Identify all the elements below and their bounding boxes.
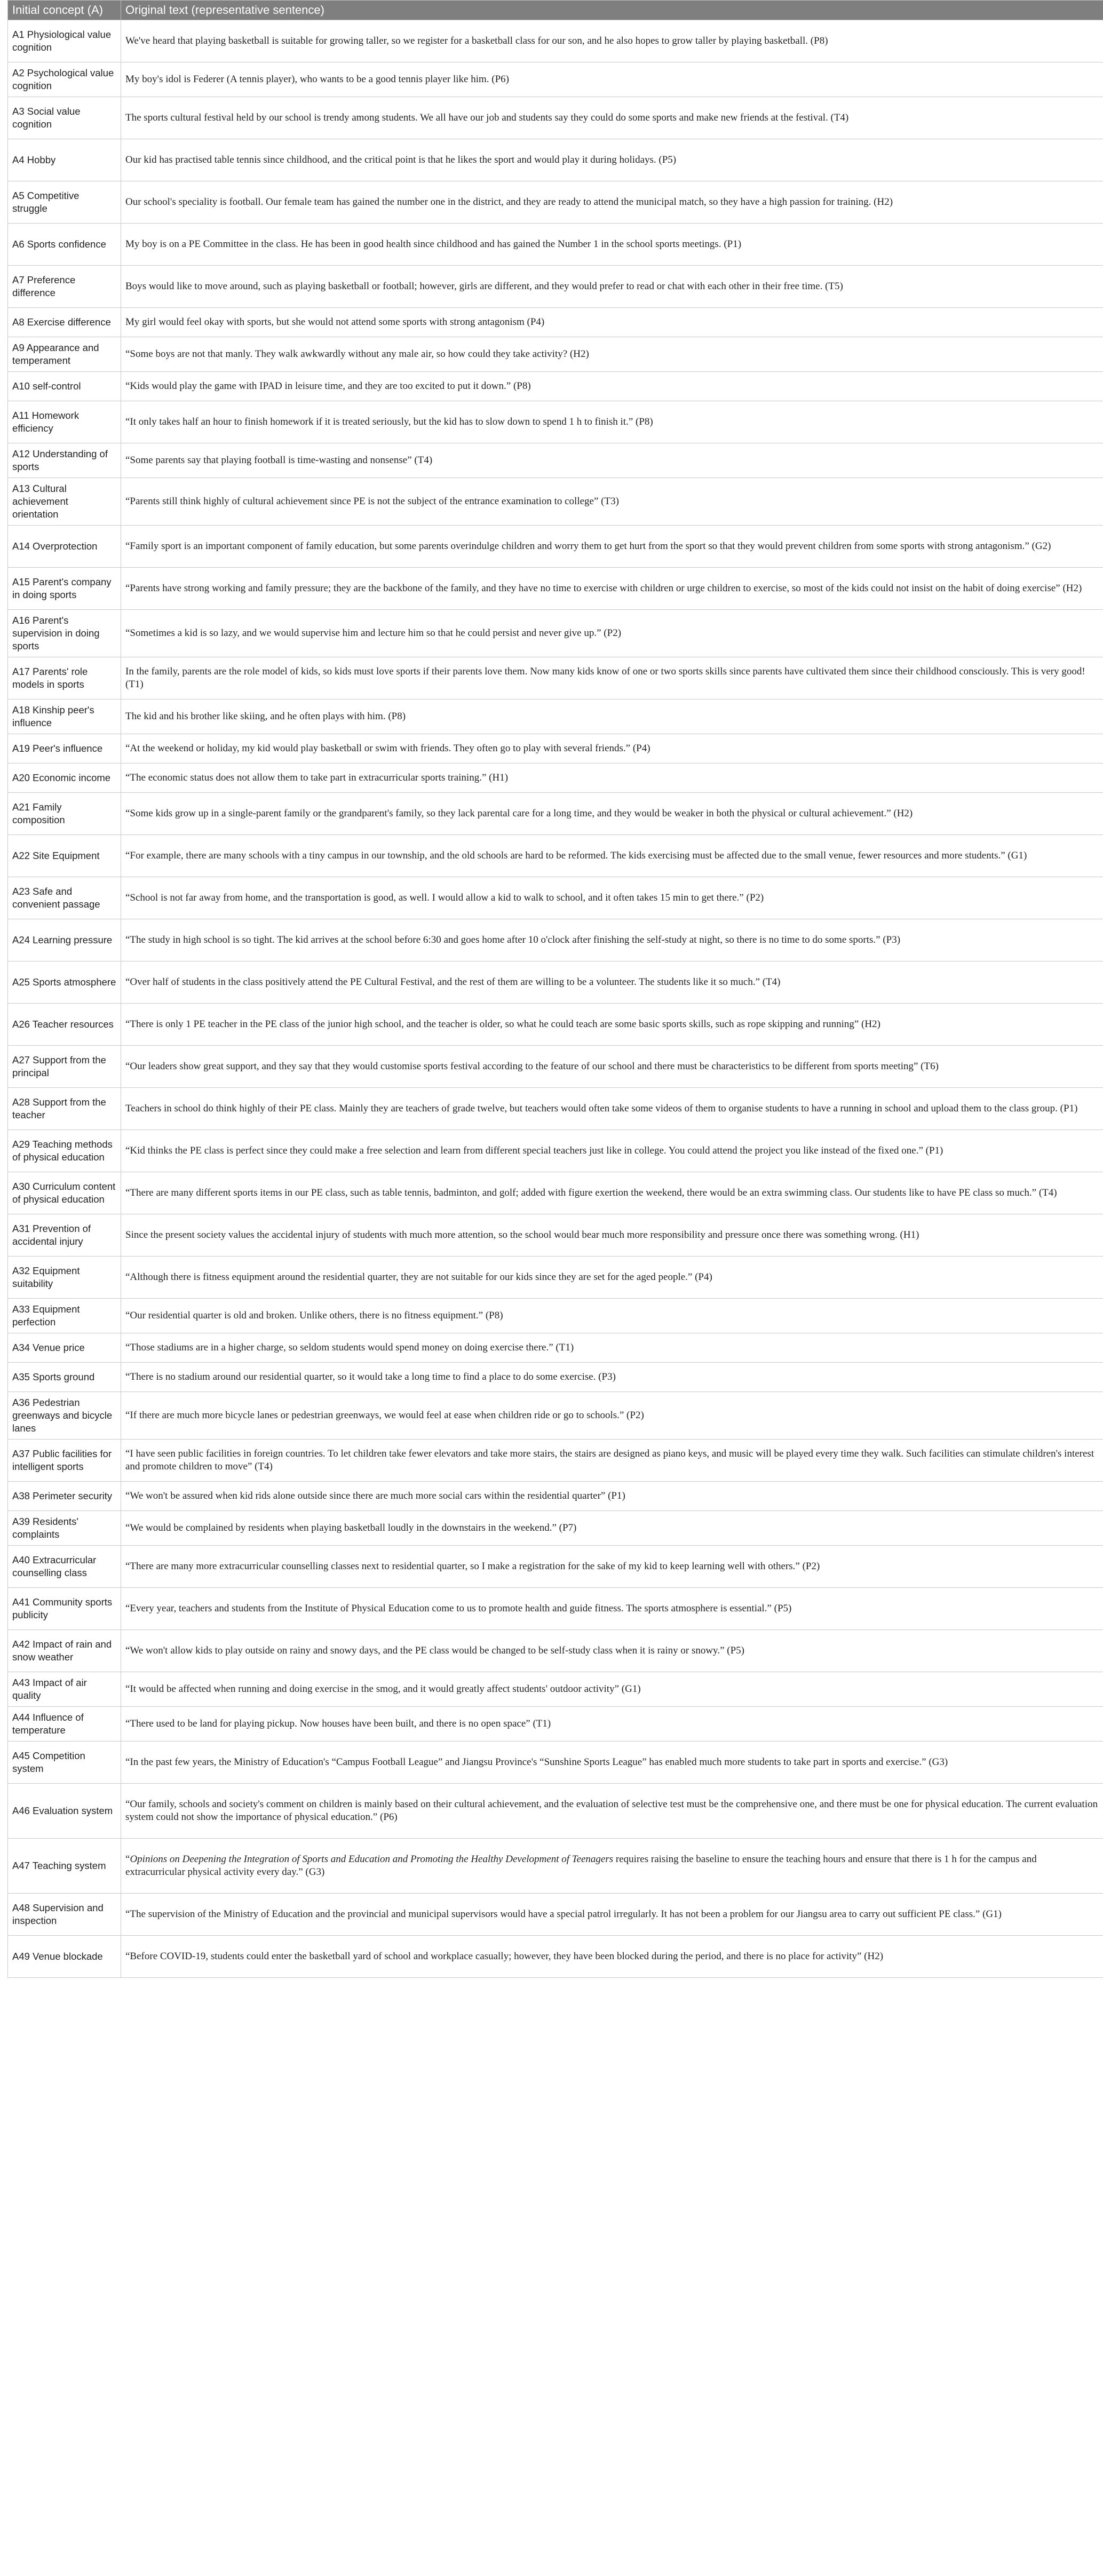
table-row	[8, 62, 1103, 97]
table-row	[8, 1088, 1103, 1130]
table-row	[8, 1172, 1103, 1214]
original-text-cell: “Our leaders show great support, and they say that they would customise sports festival according to the feature of our school and there must be characteristics to be different from sports meeting” (T6)	[121, 1046, 1103, 1088]
original-text-cell: “The supervision of the Ministry of Education and the provincial and municipal supervisors would have a special patrol irregularly. It has not been a problem for our Jiangsu area to carry out sufficient PE class.” (G1)	[121, 1894, 1103, 1936]
table-row	[8, 401, 1103, 443]
concept-cell: A20 Economic income	[8, 764, 121, 793]
concept-cell: A32 Equipment suitability	[8, 1257, 121, 1299]
original-text-cell: “It only takes half an hour to finish homework if it is treated seriously, but the kid has to slow down to spend 1 h to finish it.” (P8)	[121, 401, 1103, 443]
concept-cell: A16 Parent's supervision in doing sports	[8, 610, 121, 657]
data-table-container	[7, 0, 1103, 1978]
original-text-cell: The kid and his brother like skiing, and he often plays with him. (P8)	[121, 699, 1103, 734]
original-text-cell: “I have seen public facilities in foreign countries. To let children take fewer elevators and take more stairs, the stairs are designed as piano keys, and music will be played every time they walk. Such facilities can stimulate children's interest and promote children to move” (T4)	[121, 1440, 1103, 1482]
concept-cell: A36 Pedestrian greenways and bicycle lanes	[8, 1392, 121, 1440]
concept-cell: A35 Sports ground	[8, 1363, 121, 1392]
original-text-cell: “The economic status does not allow them to take part in extracurricular sports training.” (H1)	[121, 764, 1103, 793]
concept-cell: A19 Peer's influence	[8, 734, 121, 764]
original-text-cell: “Over half of students in the class positively attend the PE Cultural Festival, and the rest of them are willing to be a volunteer. The students like it so much.” (T4)	[121, 961, 1103, 1004]
concept-cell: A8 Exercise difference	[8, 308, 121, 337]
table-row	[8, 372, 1103, 401]
concept-cell: A49 Venue blockade	[8, 1936, 121, 1978]
original-text-cell: “Some parents say that playing football is time-wasting and nonsense” (T4)	[121, 443, 1103, 478]
table-row	[8, 1214, 1103, 1257]
original-text-cell: “Every year, teachers and students from the Institute of Physical Education come to us to promote health and guide fitness. The sports atmosphere is essential.” (P5)	[121, 1588, 1103, 1630]
original-text-cell: My boy is on a PE Committee in the class. He has been in good health since childhood and has gained the Number 1 in the school sports meetings. (P1)	[121, 224, 1103, 266]
table-row	[8, 1004, 1103, 1046]
document-title: Opinions on Deepening the Integration of Sports and Education and Promoting the Healthy Development of Teenagers	[130, 1854, 614, 1865]
table-row	[8, 1511, 1103, 1546]
table-body	[8, 20, 1103, 1978]
table-row	[8, 337, 1103, 372]
original-text-cell: “The study in high school is so tight. The kid arrives at the school before 6:30 and goes home after 10 o'clock after finishing the self-study at night, so there is no time to do some sports.” (P3)	[121, 919, 1103, 961]
concept-cell: A27 Support from the principal	[8, 1046, 121, 1088]
table-row	[8, 443, 1103, 478]
concept-cell: A9 Appearance and temperament	[8, 337, 121, 372]
text-prefix: “	[125, 1854, 130, 1865]
concept-cell: A4 Hobby	[8, 139, 121, 181]
concept-cell: A31 Prevention of accidental injury	[8, 1214, 121, 1257]
concept-cell: A43 Impact of air quality	[8, 1672, 121, 1707]
original-text-cell: “There is no stadium around our residential quarter, so it would take a long time to find a place to do some exercise. (P3)	[121, 1363, 1103, 1392]
concept-cell: A25 Sports atmosphere	[8, 961, 121, 1004]
original-text-cell: “Before COVID-19, students could enter the basketball yard of school and workplace casually; however, they have been blocked during the period, and there is no place for activity” (H2)	[121, 1936, 1103, 1978]
concept-cell: A47 Teaching system	[8, 1839, 121, 1894]
concept-cell: A39 Residents' complaints	[8, 1511, 121, 1546]
header-row	[8, 1, 1103, 20]
concept-cell: A37 Public facilities for intelligent sports	[8, 1440, 121, 1482]
concept-cell: A21 Family composition	[8, 793, 121, 835]
original-text-cell: “Parents have strong working and family pressure; they are the backbone of the family, and they have no time to exercise with children or urge children to exercise, so most of the kids could not insist on the habit of doing exercise” (H2)	[121, 568, 1103, 610]
table-row	[8, 1130, 1103, 1172]
concept-cell: A22 Site Equipment	[8, 835, 121, 877]
table-row	[8, 139, 1103, 181]
original-text-cell: “At the weekend or holiday, my kid would play basketball or swim with friends. They often go to play with several friends.” (P4)	[121, 734, 1103, 764]
original-text-cell: “In the past few years, the Ministry of Education's “Campus Football League” and Jiangsu Province's “Sunshine Sports League” has enabled much more students to take part in sports and exercise.” (G3)	[121, 1742, 1103, 1784]
table-row	[8, 266, 1103, 308]
table-row	[8, 1440, 1103, 1482]
original-text-cell: My boy's idol is Federer (A tennis player), who wants to be a good tennis player like him. (P6)	[121, 62, 1103, 97]
original-text-cell: My girl would feel okay with sports, but she would not attend some sports with strong antagonism (P4)	[121, 308, 1103, 337]
original-text-cell: Since the present society values the accidental injury of students with much more attention, so the school would bear much more responsibility and pressure once there was something wrong. (H1)	[121, 1214, 1103, 1257]
table-row	[8, 919, 1103, 961]
table-row	[8, 97, 1103, 139]
table-row	[8, 1046, 1103, 1088]
concept-cell: A23 Safe and convenient passage	[8, 877, 121, 919]
table-row	[8, 568, 1103, 610]
original-text-cell: Boys would like to move around, such as playing basketball or football; however, girls are different, and they would prefer to read or chat with each other in their free time. (T5)	[121, 266, 1103, 308]
concept-cell: A3 Social value cognition	[8, 97, 121, 139]
table-row	[8, 1894, 1103, 1936]
concept-cell: A15 Parent's company in doing sports	[8, 568, 121, 610]
table-row	[8, 478, 1103, 526]
concept-cell: A38 Perimeter security	[8, 1482, 121, 1511]
table-row	[8, 20, 1103, 62]
concept-cell: A42 Impact of rain and snow weather	[8, 1630, 121, 1672]
original-text-cell: Our school's speciality is football. Our female team has gained the number one in the district, and they are ready to attend the municipal match, so they have a high passion for training. (H2)	[121, 181, 1103, 224]
text-suffix: requires raising the baseline to ensure the teaching hours and ensure that there is 1 h for the campus and extracurricular physical activity every day.” (G3)	[125, 1854, 1037, 1878]
concept-cell: A18 Kinship peer's influence	[8, 699, 121, 734]
original-text-cell: “If there are much more bicycle lanes or pedestrian greenways, we would feel at ease when children ride or go to schools.” (P2)	[121, 1392, 1103, 1440]
table-row	[8, 961, 1103, 1004]
original-text-cell: “There is only 1 PE teacher in the PE class of the junior high school, and the teacher is older, so what he could teach are some basic sports skills, such as rope skipping and running” (H2)	[121, 1004, 1103, 1046]
concept-cell: A5 Competitive struggle	[8, 181, 121, 224]
original-text-cell: “Some kids grow up in a single-parent family or the grandparent's family, so they lack parental care for a long time, and they would be weaker in both the physical or cultural achievement.” (H2)	[121, 793, 1103, 835]
table-row	[8, 793, 1103, 835]
table-row	[8, 526, 1103, 568]
table-row	[8, 1299, 1103, 1333]
original-text-cell: “We won't be assured when kid rids alone outside since there are much more social cars within the residential quarter” (P1)	[121, 1482, 1103, 1511]
concept-cell: A24 Learning pressure	[8, 919, 121, 961]
concept-cell: A41 Community sports publicity	[8, 1588, 121, 1630]
original-text-cell: In the family, parents are the role model of kids, so kids must love sports if their parents love them. Now many kids know of one or two sports skills since parents have cultivated them since their childhood consciously. This is very good! (T1)	[121, 657, 1103, 699]
table-row	[8, 1936, 1103, 1978]
concept-cell: A28 Support from the teacher	[8, 1088, 121, 1130]
concept-cell: A6 Sports confidence	[8, 224, 121, 266]
concept-cell: A40 Extracurricular counselling class	[8, 1546, 121, 1588]
original-text-cell: “Parents still think highly of cultural achievement since PE is not the subject of the entrance examination to college” (T3)	[121, 478, 1103, 526]
original-text-cell: “Our residential quarter is old and broken. Unlike others, there is no fitness equipment.” (P8)	[121, 1299, 1103, 1333]
original-text-cell: “There used to be land for playing pickup. Now houses have been built, and there is no open space” (T1)	[121, 1707, 1103, 1742]
original-text-cell	[121, 1839, 1103, 1894]
table-row	[8, 699, 1103, 734]
table-row	[8, 1672, 1103, 1707]
original-text-cell: “School is not far away from home, and the transportation is good, as well. I would allow a kid to walk to school, and it often takes 15 min to get there.” (P2)	[121, 877, 1103, 919]
table-row	[8, 764, 1103, 793]
concept-cell: A46 Evaluation system	[8, 1784, 121, 1839]
concept-cell: A30 Curriculum content of physical education	[8, 1172, 121, 1214]
concept-cell: A1 Physiological value cognition	[8, 20, 121, 62]
concepts-table	[7, 0, 1103, 1978]
original-text-cell: We've heard that playing basketball is suitable for growing taller, so we register for a basketball class for our son, and he also hopes to grow taller by playing basketball. (P8)	[121, 20, 1103, 62]
table-row	[8, 657, 1103, 699]
table-row	[8, 1630, 1103, 1672]
table-row	[8, 877, 1103, 919]
table-header	[8, 1, 1103, 20]
table-row	[8, 1363, 1103, 1392]
original-text-cell: “We would be complained by residents when playing basketball loudly in the downstairs in the weekend.” (P7)	[121, 1511, 1103, 1546]
table-row	[8, 1707, 1103, 1742]
table-row	[8, 1546, 1103, 1588]
table-row	[8, 1482, 1103, 1511]
original-text-cell: “Some boys are not that manly. They walk awkwardly without any male air, so how could they take activity? (H2)	[121, 337, 1103, 372]
original-text-cell: “Those stadiums are in a higher charge, so seldom students would spend money on doing exercise there.” (T1)	[121, 1333, 1103, 1363]
concept-cell: A2 Psychological value cognition	[8, 62, 121, 97]
table-row	[8, 224, 1103, 266]
original-text-cell: “Kids would play the game with IPAD in leisure time, and they are too excited to put it down.” (P8)	[121, 372, 1103, 401]
table-row	[8, 734, 1103, 764]
concept-cell: A11 Homework efficiency	[8, 401, 121, 443]
concept-cell: A13 Cultural achievement orientation	[8, 478, 121, 526]
concept-cell: A10 self-control	[8, 372, 121, 401]
original-text-cell: “Kid thinks the PE class is perfect since they could make a free selection and learn from different special teachers just like in college. You could attend the project you like instead of the fixed one.” (P1)	[121, 1130, 1103, 1172]
concept-cell: A12 Understanding of sports	[8, 443, 121, 478]
original-text-cell: “It would be affected when running and doing exercise in the smog, and it would greatly affect students' outdoor activity” (G1)	[121, 1672, 1103, 1707]
table-row	[8, 308, 1103, 337]
original-text-cell: The sports cultural festival held by our school is trendy among students. We all have our job and students say they could do some sports and make new friends at the festival. (T4)	[121, 97, 1103, 139]
original-text-cell: “Although there is fitness equipment around the residential quarter, they are not suitable for our kids since they are set for the aged people.” (P4)	[121, 1257, 1103, 1299]
table-row	[8, 1588, 1103, 1630]
table-row	[8, 1742, 1103, 1784]
original-text-cell: “There are many different sports items in our PE class, such as table tennis, badminton, and golf; added with figure exertion the weekend, there would be an extra swimming class. Our students like to have PE class so much.” (T4)	[121, 1172, 1103, 1214]
concept-cell: A26 Teacher resources	[8, 1004, 121, 1046]
original-text-cell: “There are many more extracurricular counselling classes next to residential quarter, so I make a registration for the sake of my kid to keep learning well with others.” (P2)	[121, 1546, 1103, 1588]
concept-cell: A14 Overprotection	[8, 526, 121, 568]
header-concept: Initial concept (A)	[8, 1, 121, 20]
concept-cell: A34 Venue price	[8, 1333, 121, 1363]
header-original-text: Original text (representative sentence)	[121, 1, 1103, 20]
table-row	[8, 610, 1103, 657]
concept-cell: A44 Influence of temperature	[8, 1707, 121, 1742]
original-text-cell: Teachers in school do think highly of their PE class. Mainly they are teachers of grade twelve, but teachers would often take some videos of them to organise students to have a running in school and upload them to the class group. (P1)	[121, 1088, 1103, 1130]
original-text-cell: “For example, there are many schools with a tiny campus in our township, and the old schools are hard to be reformed. The kids exercising must be affected due to the small venue, fewer resources and more students.” (G1)	[121, 835, 1103, 877]
concept-cell: A45 Competition system	[8, 1742, 121, 1784]
concept-cell: A29 Teaching methods of physical education	[8, 1130, 121, 1172]
concept-cell: A33 Equipment perfection	[8, 1299, 121, 1333]
original-text-cell: “We won't allow kids to play outside on rainy and snowy days, and the PE class would be changed to be self-study class when it is rainy or snowy.” (P5)	[121, 1630, 1103, 1672]
concept-cell: A17 Parents' role models in sports	[8, 657, 121, 699]
table-row	[8, 1333, 1103, 1363]
table-row	[8, 1839, 1103, 1894]
concept-cell: A7 Preference difference	[8, 266, 121, 308]
original-text-cell: Our kid has practised table tennis since childhood, and the critical point is that he likes the sport and would play it during holidays. (P5)	[121, 139, 1103, 181]
original-text-cell: “Family sport is an important component of family education, but some parents overindulge children and worry them to get hurt from the sport so that they would prevent children from some sports with strong antagonism.” (G2)	[121, 526, 1103, 568]
table-row	[8, 835, 1103, 877]
table-row	[8, 1392, 1103, 1440]
table-row	[8, 1257, 1103, 1299]
original-text-cell: “Our family, schools and society's comment on children is mainly based on their cultural achievement, and the evaluation of selective test must be the comprehensive one, and there must be one for physical education. The current evaluation system could not show the importance of physical education.” (P6)	[121, 1784, 1103, 1839]
original-text-cell: “Sometimes a kid is so lazy, and we would supervise him and lecture him so that he could persist and never give up.” (P2)	[121, 610, 1103, 657]
table-row	[8, 1784, 1103, 1839]
concept-cell: A48 Supervision and inspection	[8, 1894, 121, 1936]
table-row	[8, 181, 1103, 224]
